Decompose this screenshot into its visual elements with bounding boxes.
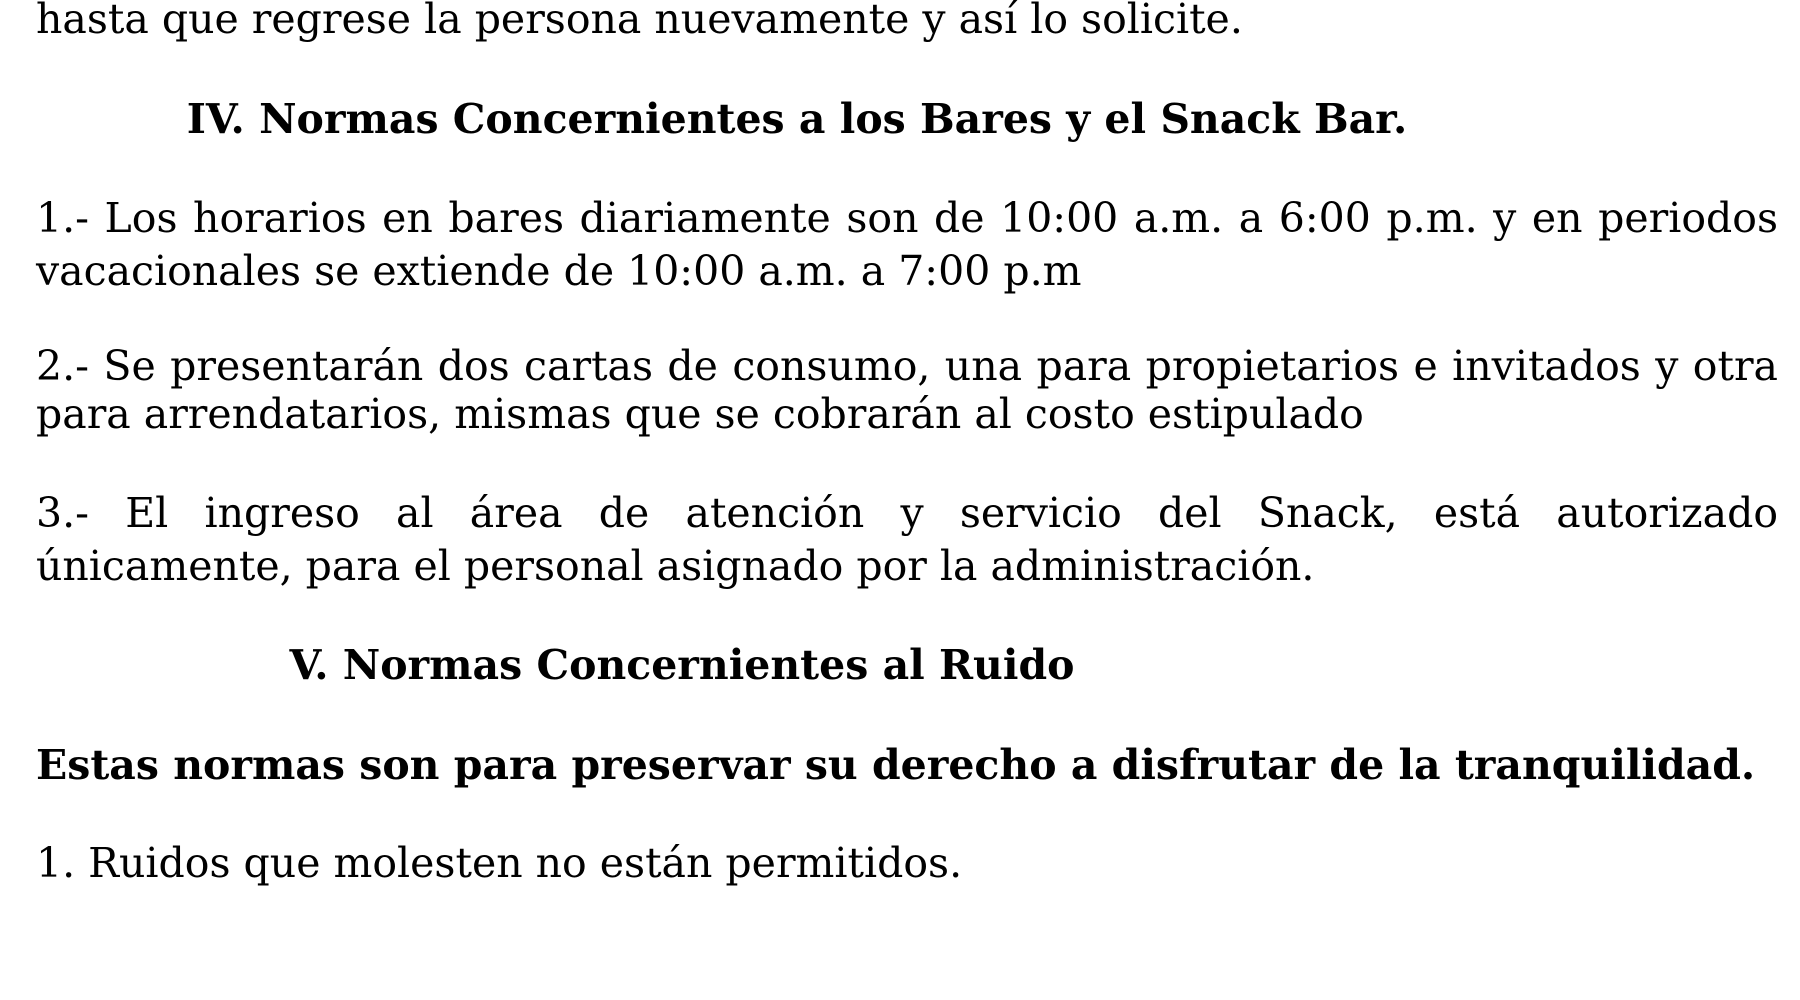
paragraph-intro-tail: hasta que regrese la persona nuevamente y así lo solicite. (36, 0, 1243, 43)
section-iv-item-2-line-1: 2.- Se presentarán dos cartas de consumo, una para propietarios e invitados y otra (36, 342, 1778, 390)
section-v-title: V. Normas Concernientes al Ruido (289, 641, 1075, 689)
section-iv-item-3-line-2: únicamente, para el personal asignado por la administración. (36, 542, 1315, 590)
section-v-intro: Estas normas son para preservar su derecho a disfrutar de la tranquilidad. (36, 741, 1756, 789)
section-iv-item-2-line-2: para arrendatarios, mismas que se cobrarán al costo estipulado (36, 390, 1364, 438)
section-iv-item-3-line-1: 3.- El ingreso al área de atención y servicio del Snack, está autorizado (36, 489, 1778, 537)
section-v-item-1: 1. Ruidos que molesten no están permitidos. (36, 839, 963, 887)
section-iv-item-1-line-2: vacacionales se extiende de 10:00 a.m. a 7:00 p.m (36, 247, 1082, 295)
section-iv-item-1-line-1: 1.- Los horarios en bares diariamente son de 10:00 a.m. a 6:00 p.m. y en periodos (36, 194, 1778, 242)
section-iv-title: IV. Normas Concernientes a los Bares y el Snack Bar. (186, 95, 1408, 143)
document-page (36, 0, 1778, 1000)
